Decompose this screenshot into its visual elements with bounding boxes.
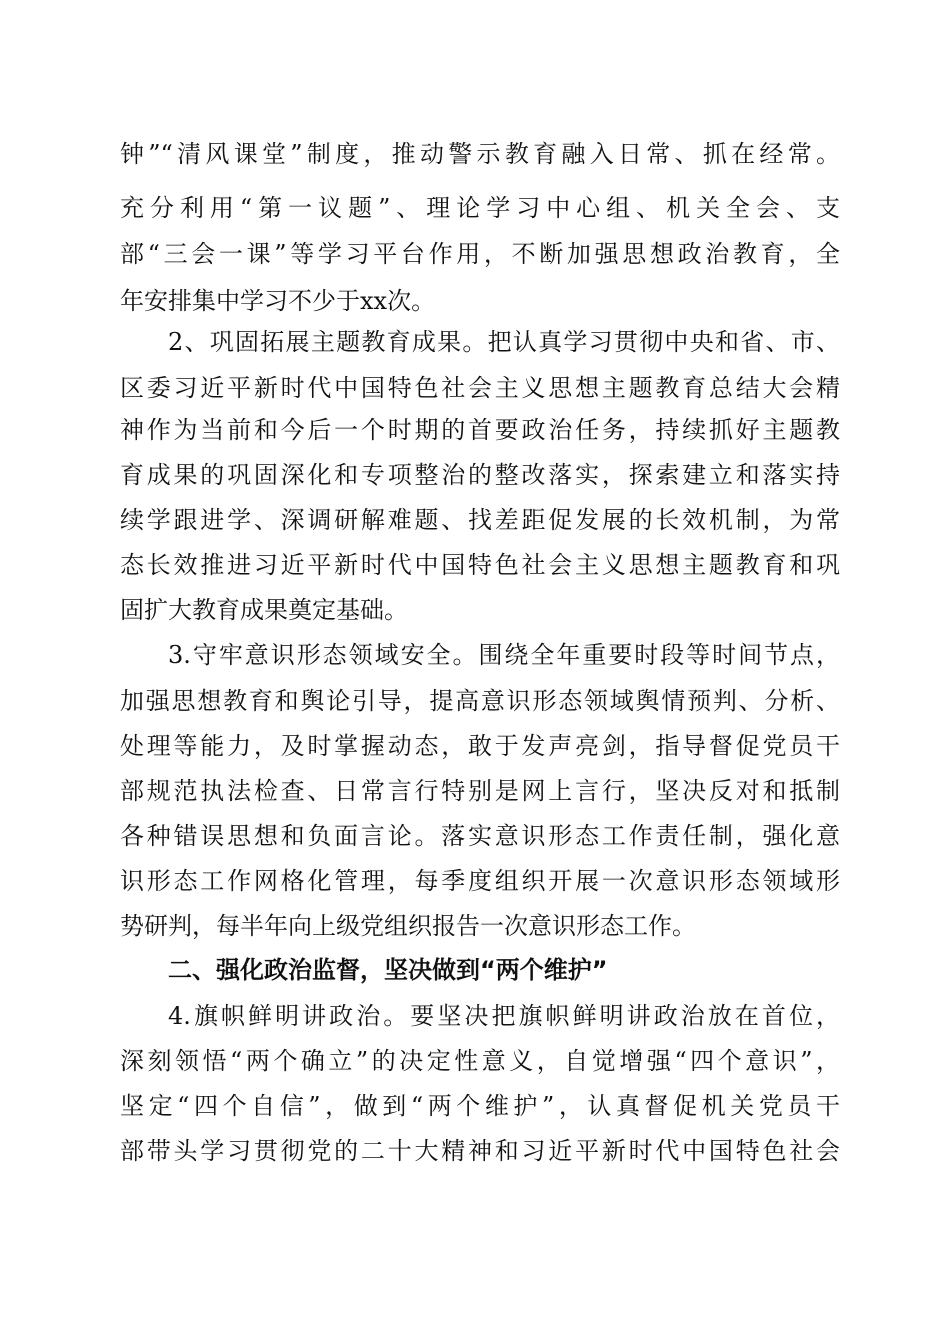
paragraph-4-line-4: 部带头学习贯彻党的二十大精神和习近平新时代中国特色社会 [120, 1137, 840, 1165]
paragraph-2-line-5: 续学跟进学、深调研解难题、找差距促发展的长效机制，为常 [120, 506, 840, 534]
section-heading: 二、强化政治监督，坚决做到“两个维护” [168, 956, 608, 984]
paragraph-4-line-3: 坚定“四个自信”，做到“两个维护”，认真督促机关党员干 [120, 1092, 840, 1120]
paragraph-intro-line-4: 年安排集中学习不少于xx次。 [120, 287, 436, 315]
paragraph-intro-line-1: 钟”“清风课堂”制度，推动警示教育融入日常、抓在经常。 [120, 140, 840, 168]
paragraph-2-line-3: 神作为当前和今后一个时期的首要政治任务，持续抓好主题教 [120, 416, 840, 444]
paragraph-3-line-4: 部规范执法检查、日常言行特别是网上言行，坚决反对和抵制 [120, 777, 840, 805]
paragraph-2-line-4: 育成果的巩固深化和专项整治的整改落实，探索建立和落实持 [120, 461, 840, 489]
paragraph-3-line-7: 势研判，每半年向上级党组织报告一次意识形态工作。 [120, 912, 696, 940]
paragraph-3-line-1: 3.守牢意识形态领域安全。围绕全年重要时段等时间节点， [168, 641, 840, 669]
paragraph-3-line-5: 各种错误思想和负面言论。落实意识形态工作责任制，强化意 [120, 822, 840, 850]
paragraph-2-line-7: 固扩大教育成果奠定基础。 [120, 596, 408, 624]
paragraph-intro-line-3: 部“三会一课”等学习平台作用，不断加强思想政治教育，全 [120, 240, 840, 268]
paragraph-4-line-1: 4.旗帜鲜明讲政治。要坚决把旗帜鲜明讲政治放在首位， [168, 1002, 840, 1030]
paragraph-3-line-3: 处理等能力，及时掌握动态，敢于发声亮剑，指导督促党员干 [120, 732, 840, 760]
paragraph-3-line-6: 识形态工作网格化管理，每季度组织开展一次意识形态领域形 [120, 867, 840, 895]
paragraph-2-line-1: 2、巩固拓展主题教育成果。把认真学习贯彻中央和省、市、 [168, 328, 840, 356]
paragraph-3-line-2: 加强思想教育和舆论引导，提高意识形态领域舆情预判、分析、 [120, 687, 840, 715]
paragraph-4-line-2: 深刻领悟“两个确立”的决定性意义，自觉增强“四个意识”， [120, 1047, 840, 1075]
paragraph-intro-line-2: 充分利用“第一议题”、理论学习中心组、机关全会、支 [120, 194, 840, 222]
paragraph-2-line-6: 态长效推进习近平新时代中国特色社会主义思想主题教育和巩 [120, 551, 840, 579]
paragraph-2-line-2: 区委习近平新时代中国特色社会主义思想主题教育总结大会精 [120, 374, 840, 402]
